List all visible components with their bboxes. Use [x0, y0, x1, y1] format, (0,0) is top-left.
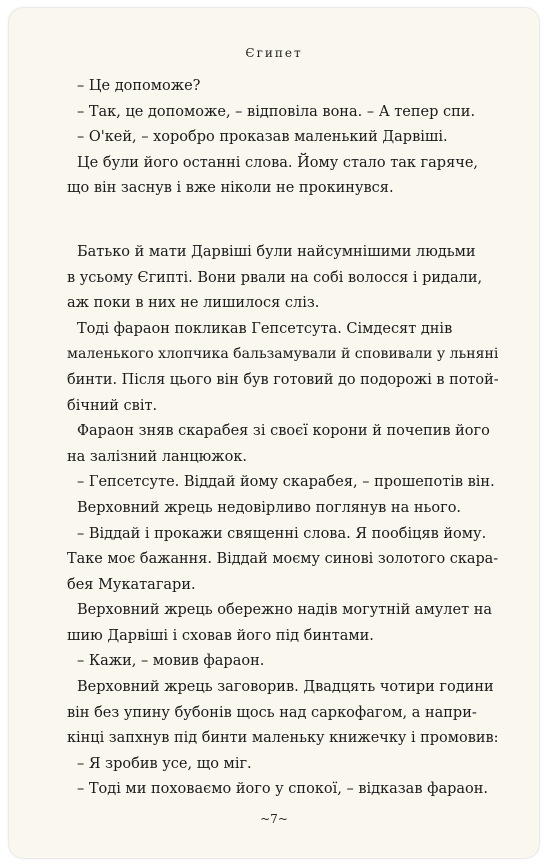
- text-line: – Я зробив усе, що міг.: [77, 755, 252, 772]
- text-line: він без упину бубонів щось над саркофагом, а напри-: [67, 704, 477, 721]
- text-line: бічний світ.: [67, 397, 158, 414]
- running-head: Єгипет: [245, 46, 303, 60]
- text-line: кінці запхнув під бинти маленьку книжечку і промовив:: [67, 730, 499, 747]
- text-line: Тоді фараон покликав Гепсетсута. Сімдесят днів: [77, 320, 453, 337]
- page-text: [67, 74, 499, 803]
- text-line: – Це допоможе?: [77, 78, 201, 94]
- text-line: – Віддай і прокажи священні слова. Я пообіцяв йому.: [77, 525, 487, 542]
- text-line: – О'кей, – хоробро проказав маленький Дарвіші.: [77, 129, 448, 146]
- text-line: Верховний жрець недовірливо поглянув на нього.: [77, 499, 462, 516]
- text-line: аж поки в них не лишилося сліз.: [67, 295, 320, 312]
- section-break: [67, 202, 499, 240]
- text-line: Таке моє бажання. Віддай моєму синові золотого скара-: [67, 551, 499, 568]
- text-line: що він заснув і вже ніколи не прокинувся.: [67, 180, 394, 197]
- page-number: ~7~: [260, 812, 288, 826]
- book-page: [9, 8, 539, 858]
- text-line: Верховний жрець заговорив. Двадцять чотири години: [77, 679, 494, 696]
- text-line: на залізний ланцюжок.: [67, 448, 248, 465]
- text-line: – Тоді ми поховаємо його у спокої, – відказав фараон.: [77, 781, 489, 798]
- text-line: в усьому Єгипті. Вони рвали на собі волосся і ридали,: [67, 269, 483, 286]
- text-line: Це були його останні слова. Йому стало так гаряче,: [77, 154, 479, 171]
- text-line: Верховний жрець обережно надів могутній амулет на: [77, 602, 493, 619]
- text-line: Фараон зняв скарабея зі своєї корони й почепив його: [77, 423, 490, 440]
- text-line: маленького хлопчика бальзамували й сповивали у льняні: [67, 346, 499, 363]
- text-line: бея Мукатагари.: [67, 576, 196, 593]
- text-line: Батько й мати Дарвіші були найсумнішими людьми: [77, 243, 476, 260]
- text-line: – Так, це допоможе, – відповіла вона. – А тепер спи.: [77, 103, 476, 120]
- text-line: – Кажи, – мовив фараон.: [77, 653, 265, 670]
- text-line: бинти. Після цього він був готовий до подорожі в потой-: [67, 371, 499, 388]
- text-line: шию Дарвіші і сховав його під бинтами.: [67, 627, 374, 644]
- text-line: – Гепсетсуте. Віддай йому скарабея, – прошепотів він.: [77, 474, 495, 491]
